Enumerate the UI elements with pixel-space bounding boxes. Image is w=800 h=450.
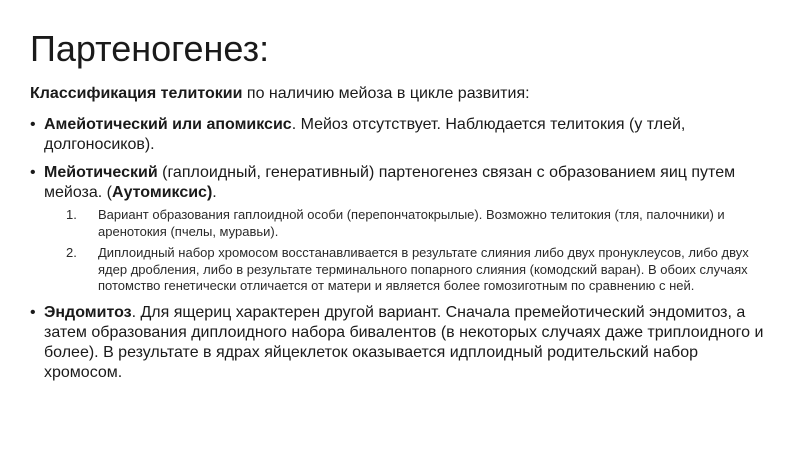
subitem-1-number: 1. [66, 207, 77, 222]
bullet-endomitosis [30, 303, 778, 383]
slide-title: Партеногенез: [30, 28, 270, 69]
subitem-2-number: 2. [66, 245, 77, 260]
bullet-meiotic-term2: Аутомиксис) [112, 184, 213, 201]
bullet-endomitosis-text: . Для ящериц характерен другой вариант. Сначала премейотический эндомитоз, а затем образования диплоидного набора бивалентов (в некоторых случаях даже триплоидного и более). В результате в ядрах яйцеклеток оказывается идплоидный родительский набор хромосом. [44, 303, 764, 381]
subtitle-rest: по наличию мейоза в цикле развития: [242, 85, 530, 102]
bullet-meiotic-text-end: . [212, 184, 217, 201]
slide-subtitle [30, 84, 770, 104]
bullet-endomitosis-term: Эндомитоз [44, 303, 132, 321]
subitem-2-text: Диплоидный набор хромосом восстанавливается в результате слияния либо двух пронуклеусов, либо двух ядер дробления, либо в результате терминального попарного слияния (комодский варан). В обоих случаях потомство генетически отличается от матери и является более гомозиготным по сравнению с ней. [98, 245, 749, 293]
bullet-ameiotic-term: Амейотический или апомиксис [44, 116, 292, 133]
bullet-ameiotic [30, 115, 778, 155]
subitem-1-text: Вариант образования гаплоидной особи (перепончатокрылые). Возможно телитокия (тля, палочники) и аренотокия (пчелы, муравьи). [98, 207, 725, 239]
bullet-ameiotic-text: . Мейоз отсутствует. Наблюдается телитокия (у тлей, долгоносиков). [44, 116, 686, 153]
bullet-meiotic-term: Мейотический [44, 164, 158, 181]
bullet-meiotic-text: (гаплоидный, генеративный) партеногенез связан с образованием яиц путем мейоза. ( [44, 164, 736, 201]
bullet-meiotic [30, 163, 778, 295]
numbered-sublist [44, 207, 778, 295]
subitem-2 [52, 245, 778, 295]
bullet-list [30, 115, 778, 391]
subitem-1 [52, 207, 778, 240]
subtitle-bold: Классификация телитокии [30, 85, 243, 102]
